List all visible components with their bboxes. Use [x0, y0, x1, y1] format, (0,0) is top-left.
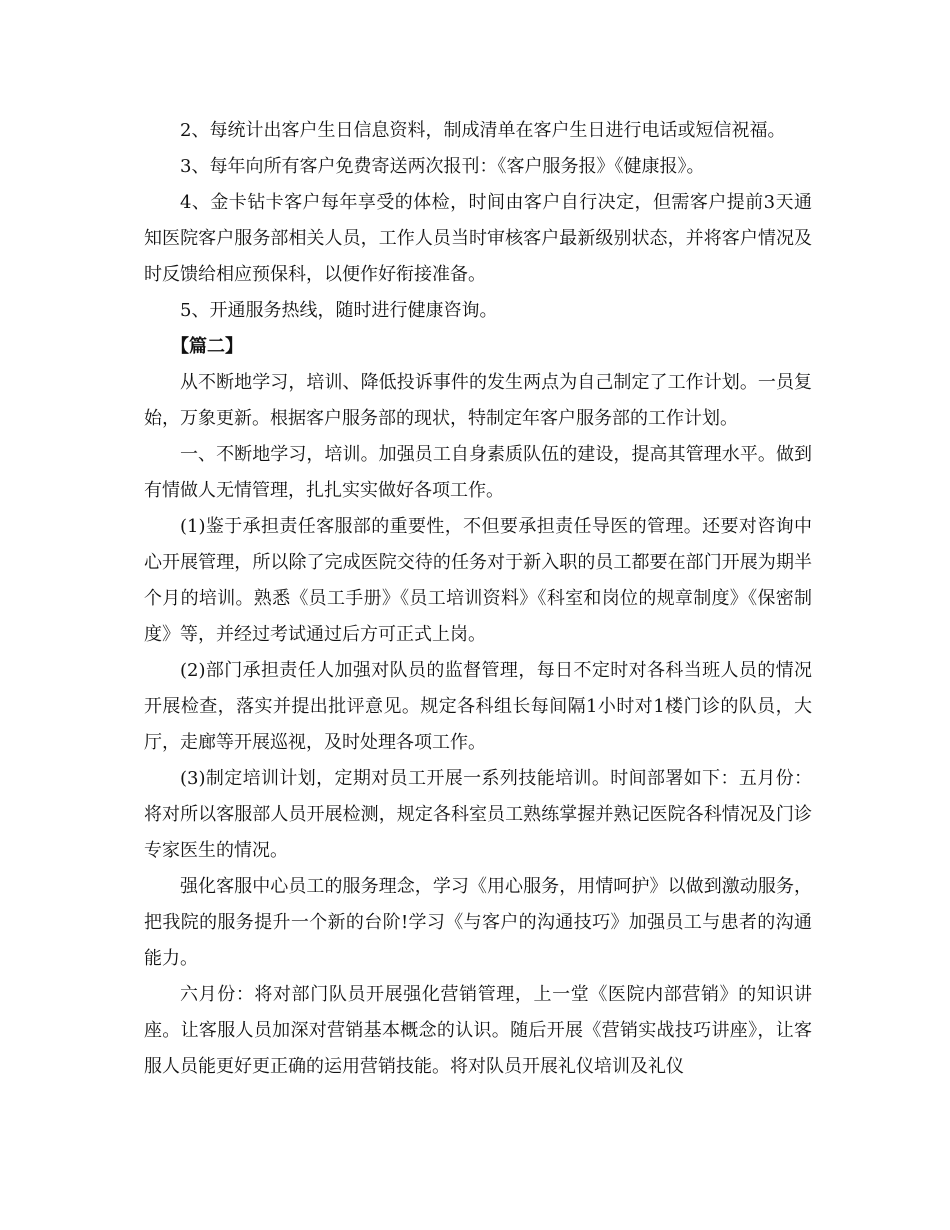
- paragraph-item-3-training-plan: (3)制定培训计划，定期对员工开展一系列技能培训。时间部署如下：五月份：将对所以客服部人员开展检测，规定各科室员工熟练掌握并熟记医院各科情况及门诊专家医生的情况。: [144, 768, 812, 861]
- paragraph-continuous-learning: 一、不断地学习，培训。加强员工自身素质队伍的建设，提高其管理水平。做到有情做人无情管理，扎扎实实做好各项工作。: [144, 444, 812, 501]
- paragraph-birthday-greetings: 2、每统计出客户生日信息资料，制成清单在客户生日进行电话或短信祝福。: [180, 120, 786, 141]
- paragraph-service-hotline: 5、开通服务热线，随时进行健康咨询。: [180, 300, 498, 321]
- paragraph-item-2-supervision: (2)部门承担责任人加强对队员的监督管理，每日不定时对各科当班人员的情况开展检查，落实并提出批评意见。规定各科组长每间隔1小时对1楼门诊的队员，大厅，走廊等开展巡视，及时处理各项工作。: [144, 660, 812, 753]
- paragraph-free-publications: 3、每年向所有客户免费寄送两次报刊：《客户服务报》《健康报》。: [180, 156, 705, 177]
- paragraph-june-marketing: 六月份：将对部门队员开展强化营销管理，上一堂《医院内部营销》的知识讲座。让客服人员加深对营销基本概念的认识。随后开展《营销实战技巧讲座》，让客服人员能更好更正确的运用营销技能。将对队员开展礼仪培训及礼仪: [144, 984, 812, 1077]
- section-heading-part-two: 【篇二】: [171, 336, 243, 357]
- paragraph-work-plan-intro: 从不断地学习，培训、降低投诉事件的发生两点为自己制定了工作计划。一员复始，万象更新。根据客户服务部的现状，特制定年客户服务部的工作计划。: [144, 372, 812, 429]
- paragraph-service-philosophy: 强化客服中心员工的服务理念，学习《用心服务，用情呵护》以做到激动服务，把我院的服务提升一个新的台阶!学习《与客户的沟通技巧》加强员工与患者的沟通能力。: [144, 876, 812, 969]
- paragraph-annual-checkup: 4、金卡钻卡客户每年享受的体检，时间由客户自行决定，但需客户提前3天通知医院客户服务部相关人员，工作人员当时审核客户最新级别状态，并将客户情况及时反馈给相应预保科，以便作好衔接准备。: [144, 192, 812, 285]
- paragraph-item-1-new-staff-training: (1)鉴于承担责任客服部的重要性，不但要承担责任导医的管理。还要对咨询中心开展管理，所以除了完成医院交待的任务对于新入职的员工都要在部门开展为期半个月的培训。熟悉《员工手册》《员工培训资料》《科室和岗位的规章制度》《保密制度》等，并经过考试通过后方可正式上岗。: [144, 516, 812, 645]
- document-body: [144, 113, 812, 1085]
